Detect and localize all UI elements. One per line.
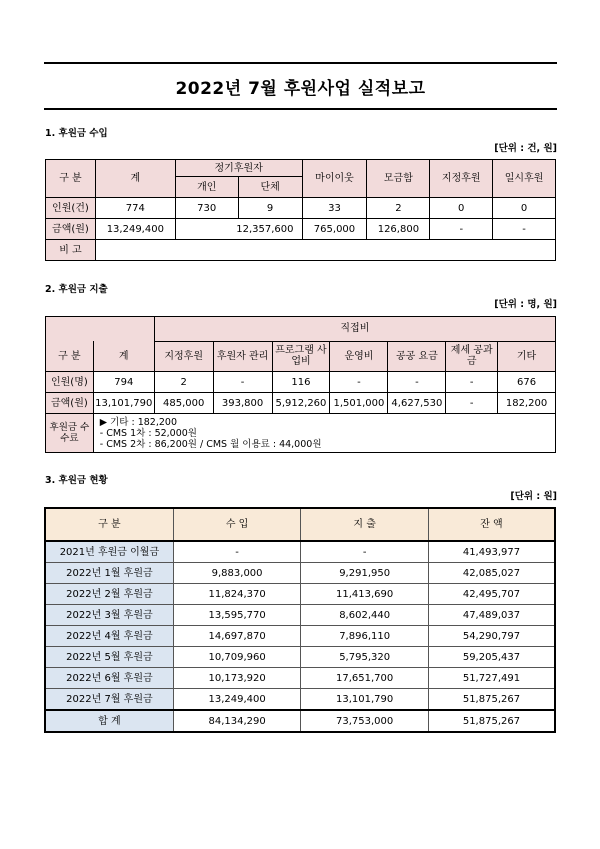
income-note-value [95,240,555,261]
expense-header-blank [46,317,155,342]
expense-header-utilities: 공공 요금 [388,341,446,372]
status-header-gubun: 구 분 [45,508,173,541]
expense-count-label: 인원(명) [46,372,94,393]
status-total-label: 합 계 [45,710,173,732]
expense-fee-label: 후원금 수수료 [46,414,94,453]
income-amount-designated: - [430,219,493,240]
status-table [44,507,556,733]
fee-line-3: - CMS 2차 : 86,200원 / CMS 월 이용료 : 44,000원 [99,438,322,450]
expense-count-designated: 2 [154,372,213,393]
status-row-balance: 41,493,977 [428,541,555,563]
income-amount-box: 126,800 [367,219,430,240]
status-row-income: 13,249,400 [173,689,301,711]
income-amount-onetime: - [493,219,556,240]
income-row-amount [46,219,556,240]
status-row-expense: 7,896,110 [301,626,429,647]
income-header-group: 단체 [238,177,302,198]
status-row-label: 2021년 후원금 이월금 [45,541,173,563]
status-row-expense: 13,101,790 [301,689,429,711]
income-header-individual: 개인 [175,177,238,198]
document-title-box [44,62,557,110]
status-row-balance: 42,085,027 [428,563,555,584]
income-header-myiut: 마이이웃 [302,160,367,198]
income-count-group: 9 [238,198,302,219]
section1-heading: 1. 후원금 수입 [45,128,108,139]
income-count-myiut: 33 [302,198,367,219]
expense-count-other: 676 [498,372,556,393]
expense-header-donor-mgmt: 후원자 관리 [213,341,272,372]
expense-header-other: 기타 [498,341,556,372]
expense-count-total: 794 [93,372,154,393]
status-row-income: - [173,541,301,563]
expense-count-taxes: - [446,372,498,393]
status-row-expense: 17,651,700 [301,668,429,689]
income-amount-myiut: 765,000 [302,219,367,240]
status-row [45,626,555,647]
income-count-box: 2 [367,198,430,219]
status-row-expense: 9,291,950 [301,563,429,584]
income-count-designated: 0 [430,198,493,219]
status-row-income: 11,824,370 [173,584,301,605]
status-row-label: 2022년 3월 후원금 [45,605,173,626]
section3-unit: [단위 : 원] [510,491,557,502]
expense-header-program: 프로그램 사업비 [272,341,330,372]
status-row-expense: 11,413,690 [301,584,429,605]
fee-line-2: - CMS 1차 : 52,000원 [99,427,197,439]
expense-amount-program: 5,912,260 [272,393,330,414]
expense-row-count [46,372,556,393]
status-row-income: 10,173,920 [173,668,301,689]
status-row [45,668,555,689]
status-row-income: 14,697,870 [173,626,301,647]
income-count-individual: 730 [175,198,238,219]
income-header-box: 모금함 [367,160,430,198]
status-header-income: 수 입 [173,508,301,541]
income-row-count [46,198,556,219]
status-row-income: 10,709,960 [173,647,301,668]
expense-header-operating: 운영비 [330,341,388,372]
section2-unit: [단위 : 명, 원] [494,299,557,310]
status-row-balance: 51,875,267 [428,689,555,711]
expense-amount-utilities: 4,627,530 [388,393,446,414]
status-row-label: 2022년 5월 후원금 [45,647,173,668]
expense-amount-other: 182,200 [498,393,556,414]
expense-table [45,316,556,453]
status-row [45,584,555,605]
income-note-label: 비 고 [46,240,96,261]
fee-line-1: ▶ 기타 : 182,200 [99,416,177,428]
income-amount-total: 13,249,400 [95,219,175,240]
status-row-label: 2022년 6월 후원금 [45,668,173,689]
income-count-total: 774 [95,198,175,219]
status-row-expense: 8,602,440 [301,605,429,626]
status-row-income: 13,595,770 [173,605,301,626]
status-row [45,563,555,584]
income-row-note [46,240,556,261]
status-header-expense: 지 출 [301,508,429,541]
status-row [45,689,555,711]
status-row-expense: - [301,541,429,563]
status-row [45,541,555,563]
expense-header-designated: 지정후원 [154,341,213,372]
income-amount-regular: 12,357,600 [175,219,302,240]
document-title: 2022년 7월 후원사업 실적보고 [175,78,426,99]
status-row-label: 2022년 2월 후원금 [45,584,173,605]
expense-count-utilities: - [388,372,446,393]
status-row-label: 2022년 4월 후원금 [45,626,173,647]
status-row-label: 2022년 7월 후원금 [45,689,173,711]
status-row-balance: 42,495,707 [428,584,555,605]
expense-header-direct: 직접비 [154,317,555,342]
expense-count-operating: - [330,372,388,393]
expense-amount-total: 13,101,790 [93,393,154,414]
status-row-balance: 47,489,037 [428,605,555,626]
income-header-regular: 정기후원자 [175,160,302,177]
status-row-income: 9,883,000 [173,563,301,584]
status-row [45,647,555,668]
income-amount-label: 금액(원) [46,219,96,240]
status-row [45,605,555,626]
expense-amount-donor-mgmt: 393,800 [213,393,272,414]
income-header-designated: 지정후원 [430,160,493,198]
section1-unit: [단위 : 건, 원] [494,143,557,154]
status-total-row [45,710,555,732]
status-row-balance: 51,727,491 [428,668,555,689]
status-row-label: 2022년 1월 후원금 [45,563,173,584]
income-count-onetime: 0 [493,198,556,219]
status-total-expense: 73,753,000 [301,710,429,732]
income-header-total: 계 [95,160,175,198]
income-header-gubun: 구 분 [46,160,96,198]
expense-count-donor-mgmt: - [213,372,272,393]
status-header-balance: 잔 액 [428,508,555,541]
section3-heading: 3. 후원금 현황 [45,475,108,486]
status-total-balance: 51,875,267 [428,710,555,732]
expense-count-program: 116 [272,372,330,393]
status-row-balance: 59,205,437 [428,647,555,668]
income-count-label: 인원(건) [46,198,96,219]
expense-fee-notes [93,414,555,453]
expense-header-taxes: 제세 공과금 [446,341,498,372]
status-row-expense: 5,795,320 [301,647,429,668]
status-row-balance: 54,290,797 [428,626,555,647]
expense-amount-operating: 1,501,000 [330,393,388,414]
section2-heading: 2. 후원금 지출 [45,284,108,295]
income-header-onetime: 일시후원 [493,160,556,198]
expense-amount-designated: 485,000 [154,393,213,414]
expense-header-gubun: 구 분 [46,341,94,372]
expense-amount-label: 금액(원) [46,393,94,414]
expense-row-amount [46,393,556,414]
expense-header-total: 계 [93,341,154,372]
expense-amount-taxes: - [446,393,498,414]
expense-row-fee [46,414,556,453]
status-total-income: 84,134,290 [173,710,301,732]
income-table [45,159,556,261]
